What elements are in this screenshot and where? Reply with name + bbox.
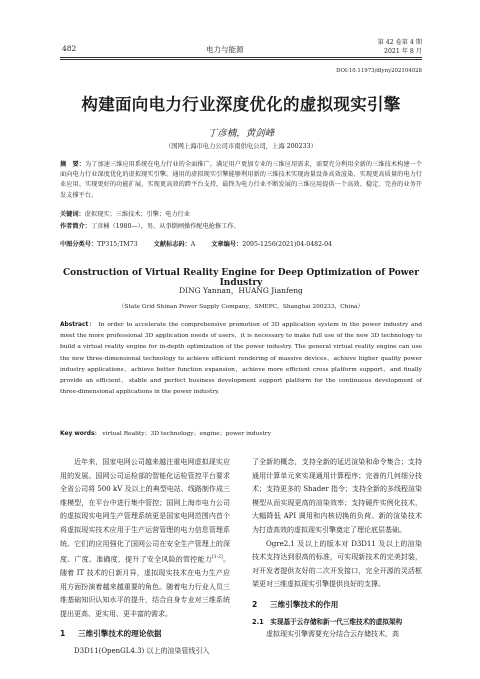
publication-date: 2021 年 8 月 [384,48,422,55]
issue-info [378,38,422,56]
body-column-left [60,456,230,659]
author-info [60,222,422,232]
clc-number: 中图分类号：TP315;TM73 [60,241,138,248]
abstract-chinese [60,160,422,201]
section-2-1-paragraph: 虚拟现实引擎需要充分结合云存储技术，高 [266,629,399,638]
doi: DOI:10.11973/dlyny202104028 [336,68,422,74]
section-2-1-heading: 2.1 实现基于云存储和新一代三维技术的虚拟架构 [252,617,403,626]
section-1-heading: 1 三维引擎技术的理论依据 [60,629,162,639]
continued-paragraph: 了全新的概念，支持全新的延迟渲染和命令集合；支持通用计算单元来实现通用计算程序；完善的几何细分技术；支持更多的 Shader 指令；支持全新的多线程渲染模型从而实现更高的渲染效率；支持硬件实例化技术，大幅降低 API 调用和内核切换的负荷。新的渲染技术为打造高效的虚拟现实引擎奠定了理论底层基础。 [252,458,422,534]
keywords-english [60,428,271,437]
title-english: Construction of Virtual Reality Engine for Deep Optimization of Power Industry [63,268,419,288]
header-rule [60,57,422,58]
citation: [1-2] [212,555,223,561]
affiliation-chinese: （国网上海市电力公司市南供电公司，上海 200233） [165,143,317,150]
keywords-text: 虚拟现实；三维技术；引擎；电力行业 [84,211,190,218]
intro-paragraph: 近年来，国家电网公司越来越注重电网虚拟现实应用的发展。国网公司运检部的智能化运检管控平台要求全省公司将 500 kV 及以上的典型电站、线路制作成三维模型，在平台中进行集中管控；国网上海市电力公司的虚拟现实电网生产管理系统更是国家电网范围内首个将虚拟现实技术应用于生产运营管理的电力信息管理系统。它们的应用强化了国网公司在安全生产管理上的深度、广度、准确度，提升了安全风险的管控能力[1-2]。随着 IT 技术的日新月异，虚拟现实技术在电力生产应用方面扮演着越来越重要的角色。随着电力行业人员三维基础知识认知水平的提升，结合自身专业对三维系统提出更高、更实用、更丰富的需求。 [60,458,231,618]
volume-issue: 第 42 卷第 4 期 [377,39,422,46]
header-rule-thin [60,59,422,60]
abstract-en-label: Abstract： [60,322,96,328]
document-code: 文献标志码：A [153,241,196,248]
abstract-en-text: In order to accelerate the comprehensive promotion of 3D application system in the power industry and meet the more professional 3D application needs of users，it is necessary to make full use of the new 3D technology to build a virtual reality engine for in-depth optimization of the power industry. The general virtual reality engine can use the new three-dimensional technology to achieve efficient rendering of massive devices，achieve higher quality power industry applications，achieve better function expansion，achieve more efficient cross platform support，and finally provide an efficient，stable and perfect business development support platform for the continuous development of three-dimensional applications in the power industry. [60,322,422,396]
authors-english: DING Yannan，HUANG Jianfeng [179,286,303,295]
affiliation-english: （State Grid Shinan Power Supply Company，SMEPC，Shanghai 200233，China） [118,304,364,310]
section-1-paragraph: D3D11(OpenGL4.3) 以上的渲染管线引入 [74,647,210,656]
ogre-paragraph: Ogre2.1 及以上的版本对 D3D11 及以上的渲染技术支持达到很高的标准，可实现新技术的完美封装，对开发者提供友好的二次开发接口，完全开源的灵活框架更对三维虚拟现实引擎提供良好的支撑。 [252,539,422,589]
body-column-right [252,456,422,641]
author-info-label: 作者简介： [60,223,91,230]
article-number: 文章编号：2095-1256(2021)04-0482-04 [211,241,333,248]
authors-chinese: 丁彦楠，黄剑峰 [207,128,275,139]
author-info-text: 丁彦楠（1980—），男，从事倒闸操作配电抢修工作。 [90,223,240,230]
keywords-chinese [60,210,422,220]
keywords-label: 关键词： [60,211,85,218]
abstract-text: 为了加速三维应用系统在电力行业的全面推广，满足用户更加专业的三维应用需求，需要充分利用全新的三维技术构建一个面向电力行业深度优化的虚拟现实引擎。通用的虚拟现实引擎能够利用新的三维技术实现海量设备高效渲染、实现更高质量的电力行业应用、实现更好的功能扩展，实现更高效的跨平台支持，最终为电力行业不断发展的三维应用提供一个高效、稳定、完善的业务开发支撑平台。 [60,161,423,199]
abstract-label: 摘 要： [60,161,85,168]
section-2-heading: 2 三维引擎技术的作用 [252,599,339,609]
page-number: 482 [62,44,77,53]
abstract-english [60,320,422,398]
keywords-en-text: virtual Reality；3D technology；engine；power industry [102,431,271,437]
classification-row [60,239,422,248]
keywords-en-label: Key words： [60,431,101,437]
title-chinese: 构建面向电力行业深度优化的虚拟现实引擎 [81,95,401,114]
journal-name: 电力与能源 [206,45,244,54]
